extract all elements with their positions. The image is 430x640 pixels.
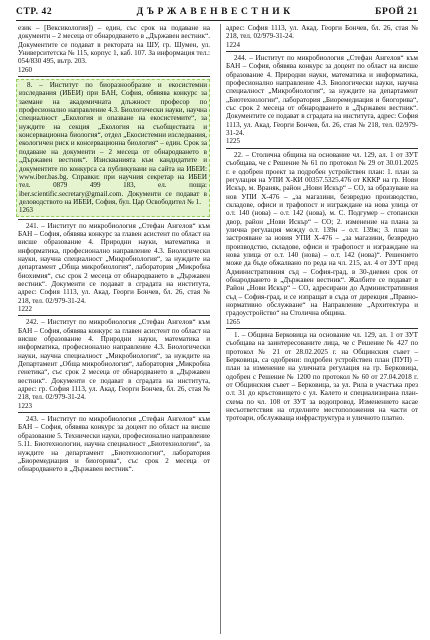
page-header	[16, 4, 418, 21]
notice-number: 1265	[226, 317, 240, 326]
notice	[18, 222, 210, 314]
notice-number: 1222	[18, 305, 32, 313]
notice	[18, 318, 210, 410]
notice-number: 1260	[18, 65, 32, 74]
notice-divider	[226, 148, 418, 149]
notice-text: език – [Вексикология]) – един, със срок на подаване на документи – 2 месеца от обнародването в „Държавен вестник“. Документите се подават в ректората на ШУ, гр. Шумен, ул. Университетска № 115, корпус 1, каб. 107. За информация тел.: 054/830 495, вътр. 203.	[18, 24, 210, 66]
notice-divider	[226, 328, 418, 329]
notice	[18, 415, 210, 473]
notice-divider	[18, 315, 210, 316]
notice-divider	[226, 51, 418, 52]
notice	[18, 24, 210, 74]
notice	[226, 151, 418, 326]
highlighted-notice	[16, 79, 210, 217]
notice-number: 1225	[226, 137, 240, 146]
notice-number: 1223	[18, 401, 32, 410]
notice	[226, 54, 418, 146]
notice-text: 244. – Институт по микробиология „Стефан Ангелов“ към БАН – София, обявява конкурс за доцент по област на висше образование 4. Природни науки, математика и информатика, професионално направление 4.3. Биологически науки, научна специалност „Микробиология“, за нуждите на департамент „Биотехнологии“, лаборатория „Биоремедиация и биогорива“, със срок 2 месеца от обнародването в „Държавен вестник“. Документите се подават в сградата на института, адрес: София 1113, ул. Акад. Георги Бончев, бл. 26, стая № 218, тел. 02/979-31-24.	[226, 54, 418, 138]
notice	[226, 331, 418, 423]
notice-divider	[18, 219, 210, 220]
right-column	[226, 24, 418, 423]
publication-title: Д Ъ Р Ж А В Е Н В Е С Т Н И К	[136, 7, 291, 17]
left-column	[18, 24, 210, 474]
column-separator	[220, 24, 221, 634]
notice-number: 1224	[226, 40, 240, 49]
notice-number: 1263	[19, 206, 33, 215]
notice-divider	[18, 412, 210, 413]
page-number: СТР. 42	[16, 7, 53, 17]
notice-divider	[18, 76, 210, 77]
issue-number: БРОЙ 21	[375, 7, 418, 17]
notice-text: 241. – Институт по микробиология „Стефан Ангелов“ към БАН – София, обявява конкурс за главен асистент по област на висше образование 4. Природни науки, математика и информатика, професионално направление 4.3. Биологически науки, научна специалност „Микробиология“, за нуждите на департамент „Обща микробиология“, лаборатория „Микробна биохимия“, със срок 2 месеца от обнародването в „Държавен вестник“. Документи се подават в сградата на института, адрес: София 1113, ул. Акад. Георги Бончев, бл. 26, стая № 218, тел. 02/979-31-24.	[18, 221, 210, 305]
notice-text: адрес: София 1113, ул. Акад. Георги Бончев, бл. 26, стая № 218, тел. 02/979-31-24.	[226, 24, 418, 41]
notice-text: 242. – Институт по микробиология „Стефан Ангелов“ към БАН – София, обявява конкурс за главен асистент по област на висше образование 4. Природни науки, математика и информатика, професионално направление 4.3. Биологически науки, научна специалност „Микробиология“, за нуждите на Департамент „Обща микробиология“, лаборатория „Микробна генетика“, със срок 2 месеца от обнародването в „Държавен вестник“. Документи се подават в сградата на института, адрес: гр. София 1113, ул. Акад. Георги Бончев, бл. 26, стая № 218, тел. 02/979-31-24.	[18, 318, 210, 402]
notice-text: 1. – Община Берковица на основание чл. 129, ал. 1 от ЗУТ съобщава на заинтересованите лица, че с Решение № 427 по протокол № 21 от 28.02.2025 г. на Общинския съвет – Берковица, са одобрени: подробен устройствен план (ПУП) – план за изменение на уличната регулация на гр. Берковица, одобрен с Решение № 1200 по протокол № 60 от 27.04.2018 г. от Общинския съвет – Берковица, за ул. Рила в участъка през о.т. 31 до кръстовището с ул. Калето и специализирана план-схема по чл. 108 от ЗУТ за водопровод. Изменението касае несъответствия на отделните местоположения на части от тротоари, обслужваща инфраструктура и уличното платно.	[226, 331, 418, 423]
notice-text: 22. – Столична община на основание чл. 129, ал. 1 от ЗУТ съобщава, че с Решение № 61 по протокол № 29 от 30.01.2025 г. е одобрен проект за подробен устройствен план: 1. план за регулация на УПИ X-КИ 00357.5325.476 от КККР на гр. Нови Искър, м. Враняк, район „Нови Искър“ – СО, за образуване на нов УПИ X-476 – „за магазини, безвредно производство, складове, офиси и трафопост и изграждане на нова улица от о.т. 140 (нова) – о.т. 142 (нова), м. С. Подгумер – стопански двор, район „Нови Искър“ – СО; 2. изменение на плана за улична регулация между о.т. 139н – о.т. 139ж; 3. план за застрояване за новия УПИ X-476 – „за магазини, безвредно производство, складове, офиси и трафопост и изграждане на нова улица от о.т. 140 (нова) – о.т. 142 (нова)“. Решението може да бъде обжалвано по реда на чл. 215, ал. 4 от ЗУТ пред Административния съд – София-град, в 30-дневен срок от обнародването в „Държавен вестник“. Жалбите се подават в Район „Нови Искър“ – СО, адресирани до Административния съд – София-град, и се изпращат в съда от дирекция „Правно-нормативно обслужване“ на Направление „Архитектура и градоустройство“ на Столична община.	[226, 150, 418, 318]
notice	[226, 24, 418, 49]
notice-text: 8. – Институт по биоразнообразие и екосистемни изследвания (ИБЕИ) при БАН, София, обявява конкурс за заемане на академичната длъжност професор по професионално направление 4.3. Биологически науки, научна специалност „Екология и опазване на екосистемите“, за нуждите на секция „Екология на съобществата и консервационна биология“, отдел „Екосистемни изследвания, екологичен риск и консервационна биология“ – един. Срок за подаване на документи – 2 месеца от обнародването в „Държавен вестник“. Изискванията към кандидатите и документите по конкурса са публикувани на сайта на ИБЕИ: www.iber.bas.bg. Справки: при научния секретар на ИБЕИ тел. 0879 499 183, ел. поща: iber.scientific.secretary@gmail.com. Документи се подават в деловодството на ИБЕИ, София, бул. Цар Освободител № 1.	[19, 81, 207, 206]
notice-text: 243. – Институт по микробиология „Стефан Ангелов“ към БАН – София, обявява конкурс за доцент по област на висше образование 5. Технически науки, професионално направление 5.11. Биотехнологии, научна специалност „Биотехнологии“, за нуждите на департамент „Биотехнологии“, лаборатория „Биоремедиация и биогорива“, със срок 2 месеца от обнародването в „Държавен вестник“.	[18, 415, 210, 474]
